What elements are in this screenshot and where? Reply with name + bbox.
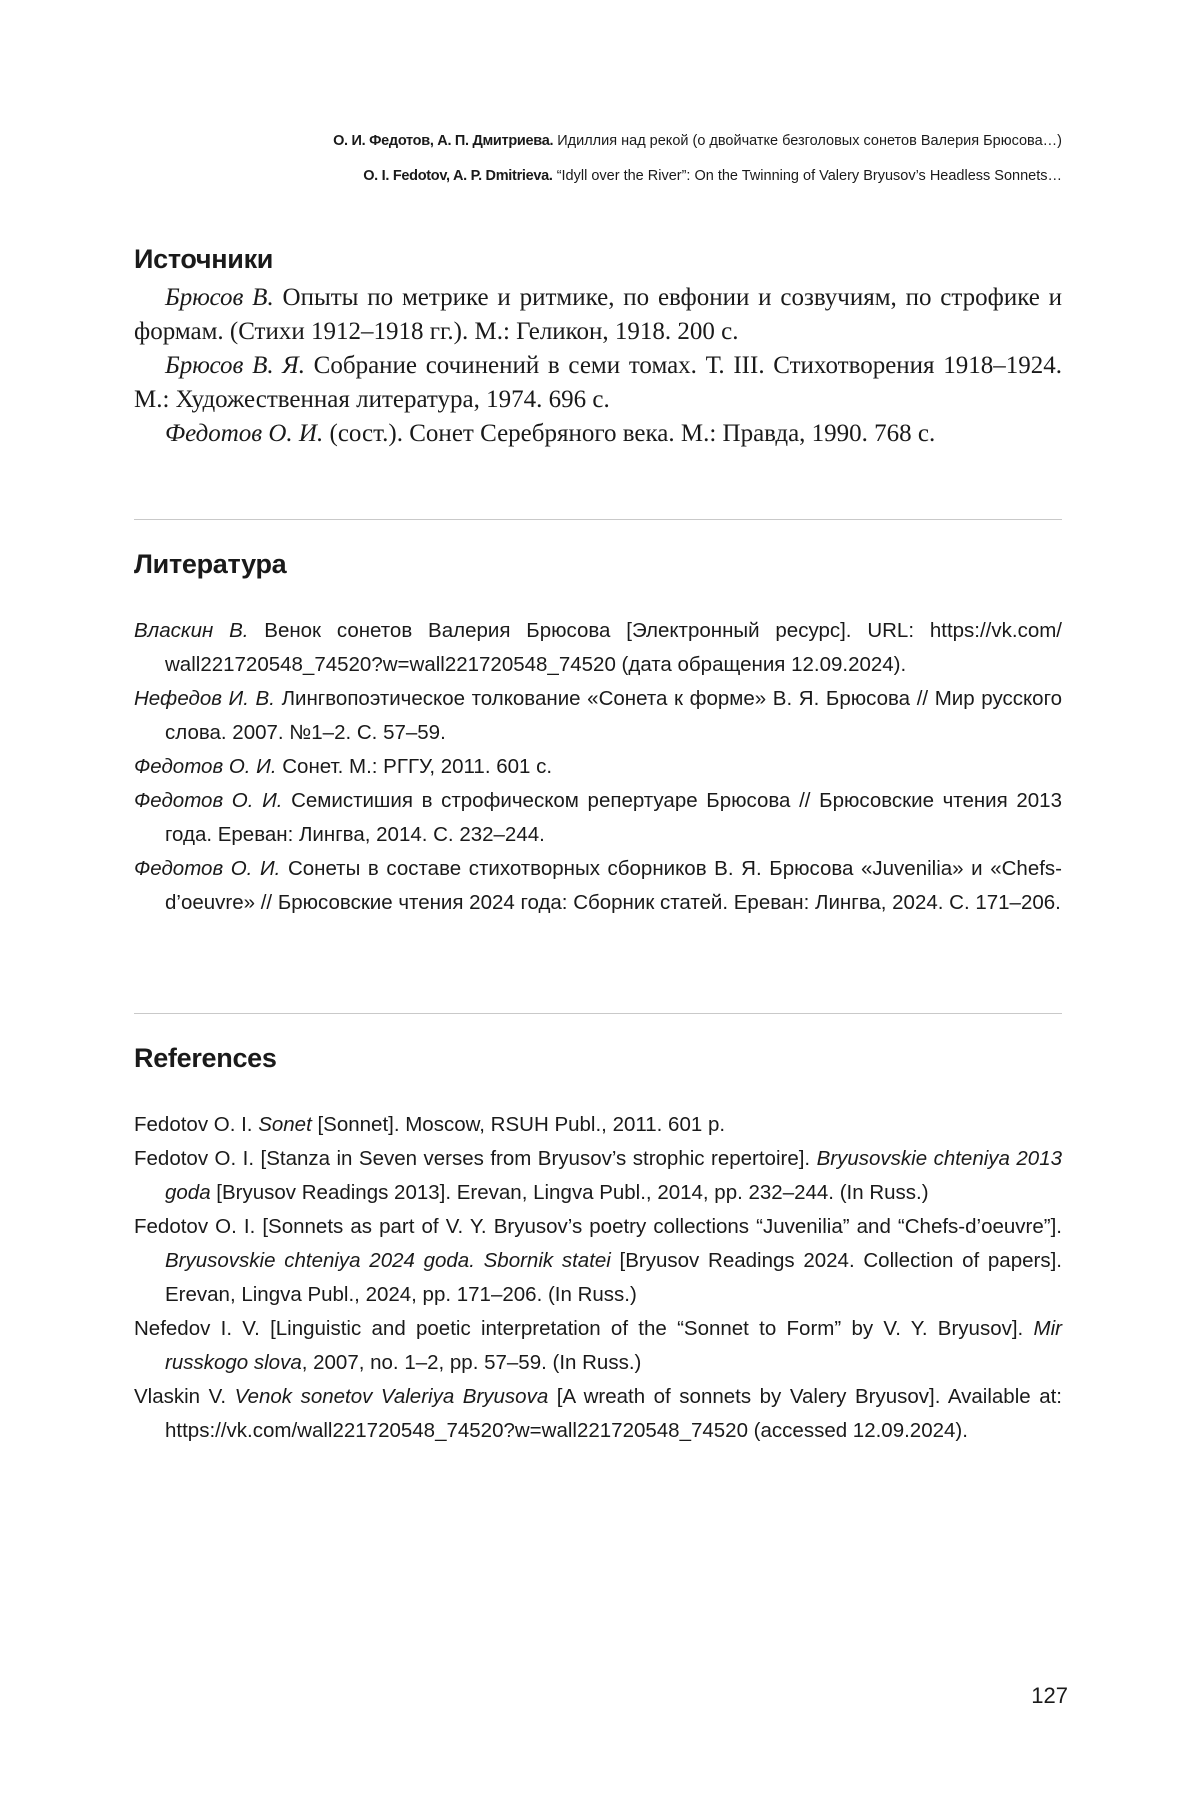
reference-text-pre: Vlaskin V. [134, 1385, 235, 1408]
section-divider [134, 1013, 1062, 1014]
source-entry [134, 417, 1062, 451]
running-head-en-title: “Idyll over the River”: On the Twinning of Valery Bryusov’s Headless Sonnets… [556, 168, 1062, 184]
running-head-en [134, 159, 1062, 194]
literature-entry [134, 852, 1062, 920]
page [134, 0, 1068, 1801]
literature-text: Сонеты в составе стихотворных сборников В. Я. Брюсова «Juvenilia» и «Chefs-d’oeuvre» // Брюсовские чтения 2024 года: Сборник статей. Ереван: Лингва, 2024. С. 171–206. [165, 857, 1062, 914]
sources-list [134, 281, 1062, 451]
literature-author: Власкин В. [134, 619, 249, 642]
reference-text-pre: Fedotov O. I. [Sonnets as part of V. Y. Bryusov’s poetry collections “Juvenilia” and “Chefs-d’oeuvre”]. [134, 1215, 1062, 1238]
page-number: 127 [1031, 1683, 1068, 1708]
source-text: (сост.). Сонет Серебряного века. М.: Правда, 1990. 768 с. [329, 420, 936, 447]
literature-entry [134, 784, 1062, 852]
source-entry [134, 281, 1062, 349]
reference-text-pre: Fedotov O. I. [Stanza in Seven verses from Bryusov’s strophic repertoire]. [134, 1147, 817, 1170]
literature-author: Нефедов И. В. [134, 687, 275, 710]
reference-title: Mir russkogo slova [165, 1317, 1062, 1374]
references-list [134, 1108, 1062, 1448]
reference-title: Bryusovskie chteniya 2013 goda [165, 1147, 1062, 1204]
source-entry [134, 349, 1062, 417]
running-head-ru-authors: О. И. Федотов, А. П. Дмитриева. [333, 133, 554, 149]
source-author: Федотов О. И. [165, 420, 324, 447]
running-head-ru-title: Идиллия над рекой (о двойчатке безголовых сонетов Валерия Брюсова…) [557, 133, 1062, 149]
literature-author: Федотов О. И. [134, 857, 281, 880]
source-author: Брюсов В. Я. [165, 352, 305, 379]
reference-entry [134, 1380, 1062, 1448]
running-head [134, 124, 1062, 194]
reference-title: Venok sonetov Valeriya Bryusova [234, 1385, 549, 1408]
literature-entry [134, 750, 1062, 784]
reference-text-post: [Bryusov Readings 2013]. Erevan, Lingva Publ., 2014, pp. 232–244. (In Russ.) [210, 1181, 929, 1204]
running-head-en-authors: O. I. Fedotov, A. P. Dmitrieva. [363, 168, 553, 184]
reference-text-post: [Sonnet]. Moscow, RSUH Publ., 2011. 601 p. [311, 1113, 726, 1136]
source-text: Опыты по метрике и ритмике, по евфонии и созвучиям, по строфике и формам. (Стихи 1912–1918 гг.). М.: Геликон, 1918. 200 с. [134, 284, 1063, 345]
reference-title: Bryusovskie chteniya 2024 goda. Sbornik statei [165, 1249, 611, 1272]
reference-entry [134, 1210, 1062, 1312]
source-text: Собрание сочинений в семи томах. Т. III. Стихотворения 1918–1924. М.: Художественная литература, 1974. 696 с. [134, 352, 1062, 413]
literature-heading: Литература [134, 549, 287, 579]
literature-text: Лингвопоэтическое толкование «Сонета к форме» В. Я. Брюсова // Мир русского слова. 2007. №1–2. С. 57–59. [165, 687, 1062, 744]
literature-author: Федотов О. И. [134, 789, 283, 812]
literature-text: Сонет. М.: РГГУ, 2011. 601 с. [282, 755, 553, 778]
reference-entry [134, 1312, 1062, 1380]
reference-text-post: [A wreath of sonnets by Valery Bryusov]. Available at: https://vk.com/wall221720548_74520?w=wall221720548_74520 (accessed 12.09.2024). [165, 1385, 1062, 1442]
literature-entry [134, 614, 1062, 682]
reference-text-post: , 2007, no. 1–2, pp. 57–59. (In Russ.) [301, 1351, 642, 1374]
literature-author: Федотов О. И. [134, 755, 277, 778]
section-divider [134, 519, 1062, 520]
literature-list [134, 614, 1062, 920]
reference-entry [134, 1108, 1062, 1142]
reference-text-pre: Nefedov I. V. [Linguistic and poetic interpretation of the “Sonnet to Form” by V. Y. Bryusov]. [134, 1317, 1034, 1340]
reference-title: Sonet [258, 1113, 312, 1136]
literature-entry [134, 682, 1062, 750]
sources-heading: Источники [134, 244, 274, 274]
running-head-ru [134, 124, 1062, 159]
literature-text: Семистишия в строфическом репертуаре Брюсова // Брюсовские чтения 2013 года. Ереван: Лингва, 2014. С. 232–244. [165, 789, 1062, 846]
references-heading: References [134, 1043, 277, 1073]
reference-entry [134, 1142, 1062, 1210]
reference-text-pre: Fedotov O. I. [134, 1113, 259, 1136]
literature-text: Венок сонетов Валерия Брюсова [Электронный ресурс]. URL: https://vk.com/ wall221720548_74520?w=wall221720548_74520 (дата обращения 12.09.2024). [165, 619, 1062, 676]
reference-text-post: [Bryusov Readings 2024. Collection of papers]. Erevan, Lingva Publ., 2024, pp. 171–206. (In Russ.) [165, 1249, 1062, 1306]
source-author: Брюсов В. [165, 284, 274, 311]
